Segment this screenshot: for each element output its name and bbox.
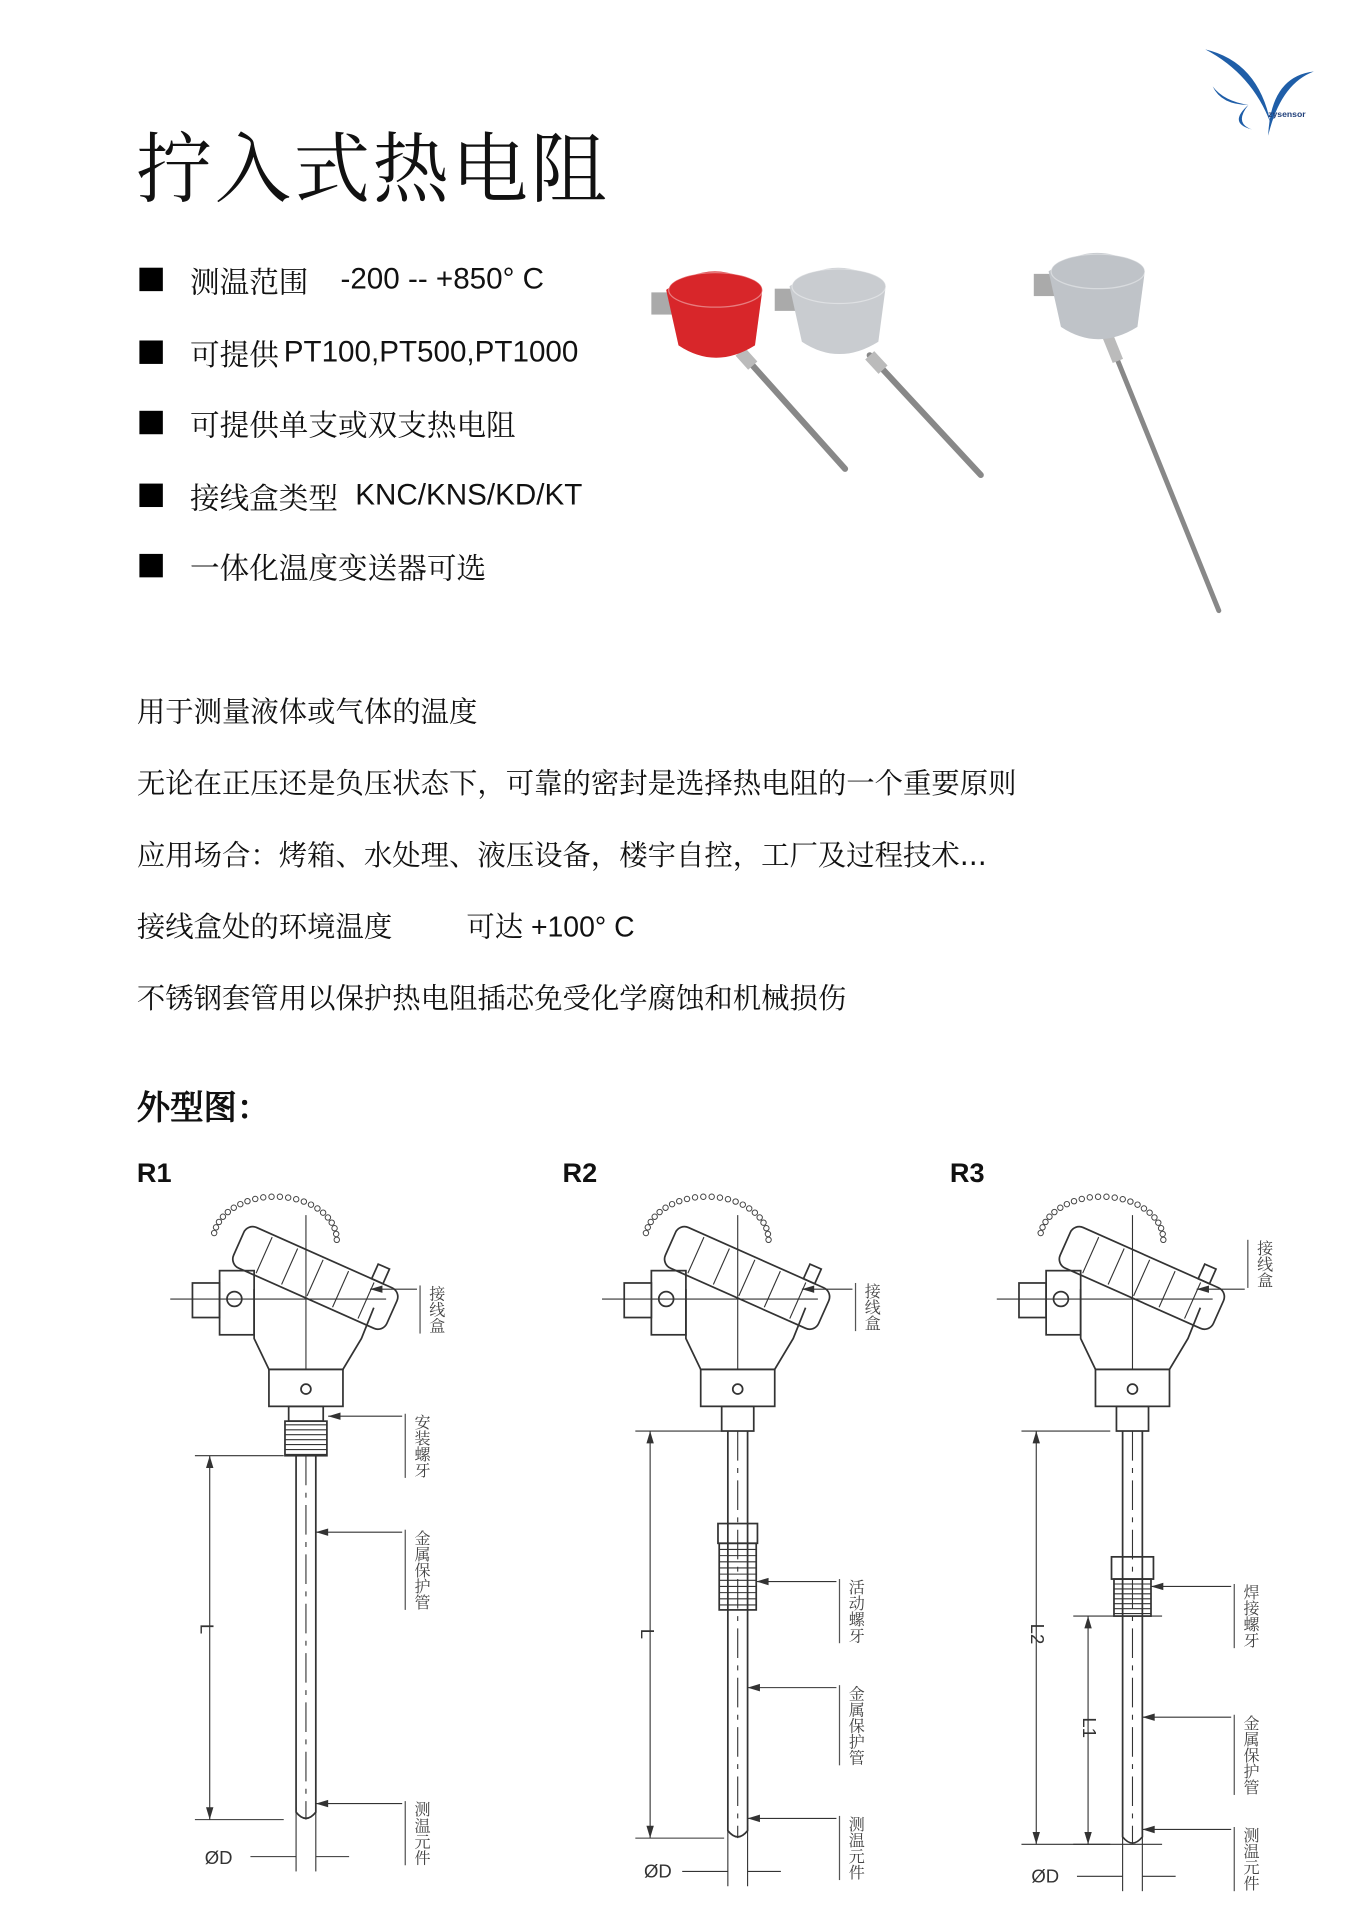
chain-link (752, 1210, 757, 1215)
arrow-head (328, 1413, 340, 1420)
chain-link (766, 1237, 771, 1242)
logo-swoosh (1239, 105, 1252, 130)
arrow-head (206, 1456, 213, 1468)
head-cover (669, 273, 763, 308)
chain-link (213, 1225, 218, 1230)
feature-item: 测温范围 -200 -- +850° C (139, 258, 544, 301)
arrow-head (1084, 1616, 1091, 1628)
arrow-head (1142, 1714, 1154, 1721)
chain-link (652, 1214, 657, 1219)
label-protection-tube: 金属保护管 (839, 1685, 866, 1765)
chain-link (1141, 1206, 1146, 1211)
chain-link (333, 1231, 338, 1236)
section-title: 外型图： (136, 1089, 271, 1128)
chain-link (216, 1219, 221, 1224)
chain-link (315, 1206, 320, 1211)
lid-rib (1159, 1271, 1175, 1307)
logo-swoosh (1268, 72, 1314, 136)
head-cover (1051, 254, 1145, 289)
side-nut (624, 1283, 651, 1318)
chain-link (1104, 1194, 1109, 1199)
arrow-head (748, 1684, 760, 1691)
description-line: 不锈钢套管用以保护热电阻插芯免受化学腐蚀和机械损伤 (136, 983, 847, 1016)
bullet-square-icon (139, 554, 162, 577)
probe-drawing-R2 (602, 1194, 852, 1886)
lid-rib (256, 1237, 272, 1273)
chain-link (692, 1195, 697, 1200)
chain-link (764, 1225, 769, 1230)
neck-collar (722, 1406, 754, 1431)
probe-drawing-R3 (997, 1194, 1245, 1891)
probe-drawing-R1 (170, 1194, 417, 1871)
diagram-title-r2: R2 (562, 1157, 598, 1188)
chain-link (308, 1202, 313, 1207)
chain-link (334, 1237, 339, 1242)
chain-link (325, 1215, 330, 1220)
label-mounting-thread: 安装螺牙 (405, 1414, 432, 1478)
side-fitting (651, 1271, 686, 1335)
description-line: 接线盒处的环境温度 可达 +100° C (136, 910, 635, 944)
chain-link (277, 1194, 282, 1199)
dimension-l: L (195, 1623, 217, 1635)
chain-link (1147, 1210, 1152, 1215)
screw-icon (301, 1384, 311, 1394)
lid-screw (1198, 1264, 1216, 1284)
chain-link (1058, 1205, 1063, 1210)
chain-link (1120, 1197, 1125, 1202)
diagram-title-r1: R1 (136, 1157, 172, 1188)
chain-link (269, 1194, 274, 1199)
arrow-head (1142, 1826, 1154, 1833)
arrow-head (316, 1800, 328, 1807)
description-line: 用于测量液体或气体的温度 (136, 697, 478, 730)
arrow-head (1033, 1832, 1040, 1844)
dimension-l: L (636, 1628, 658, 1640)
chain-link (1160, 1231, 1165, 1236)
product-photo (775, 268, 981, 475)
chain-link (211, 1230, 216, 1235)
chain-link (285, 1195, 290, 1200)
head-neck (1095, 1369, 1169, 1406)
chain-link (1079, 1196, 1084, 1201)
label-weld-thread: 焊接螺牙 (1234, 1584, 1261, 1648)
chain-link (645, 1225, 650, 1230)
chain-link (746, 1206, 751, 1211)
bullet-square-icon (139, 411, 162, 434)
logo-swoosh (1205, 49, 1270, 123)
probe-stem (1104, 327, 1219, 611)
chain-link (657, 1209, 662, 1214)
lid-rib (307, 1260, 323, 1296)
arrow-head (316, 1528, 328, 1535)
probe-fitting (740, 352, 753, 366)
chain-link (701, 1194, 706, 1199)
dimension-diameter: ØD (204, 1847, 233, 1869)
label-sensing-element: 测温元件 (1234, 1827, 1261, 1891)
chain-link (733, 1199, 738, 1204)
label-junction-box: 接线盒 (419, 1285, 446, 1333)
label-sensing-element: 测温元件 (839, 1816, 866, 1880)
chain-link (1064, 1201, 1069, 1206)
dimension-diameter: ØD (1031, 1866, 1060, 1888)
chain-link (648, 1219, 653, 1224)
head-lid (230, 1209, 408, 1332)
chain-link (740, 1202, 745, 1207)
side-nut (192, 1283, 219, 1318)
screw-icon (1128, 1384, 1138, 1394)
label-movable-thread: 活动螺牙 (839, 1579, 866, 1643)
probe-fitting (870, 355, 883, 369)
description-line: 无论在正压还是负压状态下，可靠的密封是选择热电阻的一个重要原则 (136, 768, 1017, 801)
logo-text: zysensor (1268, 111, 1306, 120)
chain-link (1156, 1220, 1161, 1225)
dimension-l2: L2 (1026, 1623, 1048, 1645)
chain-link (643, 1230, 648, 1235)
head-neck (269, 1369, 343, 1406)
lid-rib (1108, 1248, 1124, 1284)
label-sensing-element: 测温元件 (405, 1801, 432, 1865)
diagram-title-r3: R3 (949, 1157, 985, 1188)
chain-link (725, 1197, 730, 1202)
feature-item: 可提供单支或双支热电阻 (139, 401, 515, 444)
dimension-l1: L1 (1078, 1717, 1099, 1739)
chain-link (663, 1205, 668, 1210)
lid-rib (333, 1271, 349, 1307)
chain-link (1040, 1225, 1045, 1230)
label-junction-box: 接线盒 (1247, 1240, 1274, 1288)
side-fitting (220, 1271, 255, 1335)
product-photo (1034, 253, 1219, 611)
side-fitting (1046, 1271, 1081, 1335)
arrow-head (748, 1815, 760, 1822)
chain-link (1087, 1195, 1092, 1200)
logo-swoosh (1213, 86, 1249, 105)
lid-rib (688, 1237, 704, 1273)
hex-nut (289, 1406, 324, 1421)
chain-link (765, 1231, 770, 1236)
mounting-thread (285, 1421, 327, 1456)
label-junction-box: 接线盒 (855, 1283, 882, 1331)
chain-link (231, 1205, 236, 1210)
lid-rib (1134, 1260, 1150, 1296)
probe-stem (740, 352, 845, 469)
probe-stem (870, 355, 981, 475)
chain-link (245, 1198, 250, 1203)
chain-link (1043, 1219, 1048, 1224)
lid-screw (803, 1264, 821, 1284)
bullet-square-icon (139, 268, 162, 291)
chain-link (1135, 1202, 1140, 1207)
arrow-head (1151, 1583, 1163, 1590)
chain-link (1158, 1225, 1163, 1230)
chain-link (1038, 1230, 1043, 1235)
feature-item: 一体化温度变送器可选 (139, 544, 486, 587)
side-nut (1019, 1283, 1046, 1318)
arrow-head (646, 1826, 653, 1838)
chain-link (1112, 1195, 1117, 1200)
lid-rib (282, 1248, 298, 1284)
lid-rib (713, 1248, 729, 1284)
dimension-diameter: ØD (643, 1861, 672, 1883)
feature-item: 可提供 PT100,PT500,PT1000 (139, 331, 578, 374)
chain-link (1052, 1209, 1057, 1214)
description-line: 应用场合：烤箱、水处理、液压设备，楼宇自控，工厂及过程技术... (136, 840, 987, 873)
neck-collar (1116, 1406, 1148, 1431)
chain-link (757, 1215, 762, 1220)
head-cover (792, 269, 886, 304)
chain-link (320, 1210, 325, 1215)
arrow-head (756, 1578, 768, 1585)
chain-link (220, 1214, 225, 1219)
chain-link (253, 1196, 258, 1201)
bullet-square-icon (139, 340, 162, 363)
chain-link (684, 1196, 689, 1201)
head-neck (701, 1369, 775, 1406)
label-protection-tube: 金属保护管 (405, 1530, 432, 1610)
arrow-head (1084, 1832, 1091, 1844)
feature-item: 接线盒类型 KNC/KNS/KD/KT (139, 474, 582, 517)
arrow-head (646, 1431, 653, 1443)
screw-icon (733, 1384, 743, 1394)
head-lid (1056, 1209, 1234, 1332)
lid-rib (764, 1271, 780, 1307)
chain-link (1047, 1214, 1052, 1219)
chain-link (677, 1198, 682, 1203)
chain-link (761, 1220, 766, 1225)
lid-rib (739, 1260, 755, 1296)
chain-link (332, 1225, 337, 1230)
chain-link (1095, 1194, 1100, 1199)
chain-link (709, 1194, 714, 1199)
label-protection-tube: 金属保护管 (1234, 1715, 1261, 1795)
lid-rib (1083, 1237, 1099, 1273)
chain-link (301, 1199, 306, 1204)
chain-link (238, 1201, 243, 1206)
chain-link (717, 1195, 722, 1200)
chain-link (1128, 1199, 1133, 1204)
head-lid (661, 1209, 839, 1332)
zysensor-logo (1205, 49, 1314, 135)
chain-link (329, 1220, 334, 1225)
chain-link (669, 1201, 674, 1206)
lid-screw (372, 1264, 390, 1284)
chain-link (261, 1195, 266, 1200)
chain-link (293, 1197, 298, 1202)
chain-link (1161, 1237, 1166, 1242)
page-title: 拧入式热电阻 (135, 124, 610, 215)
bullet-square-icon (139, 484, 162, 507)
chain-link (1071, 1198, 1076, 1203)
arrow-head (206, 1807, 213, 1819)
chain-link (1152, 1215, 1157, 1220)
arrow-head (1033, 1431, 1040, 1443)
chain-link (225, 1209, 230, 1214)
